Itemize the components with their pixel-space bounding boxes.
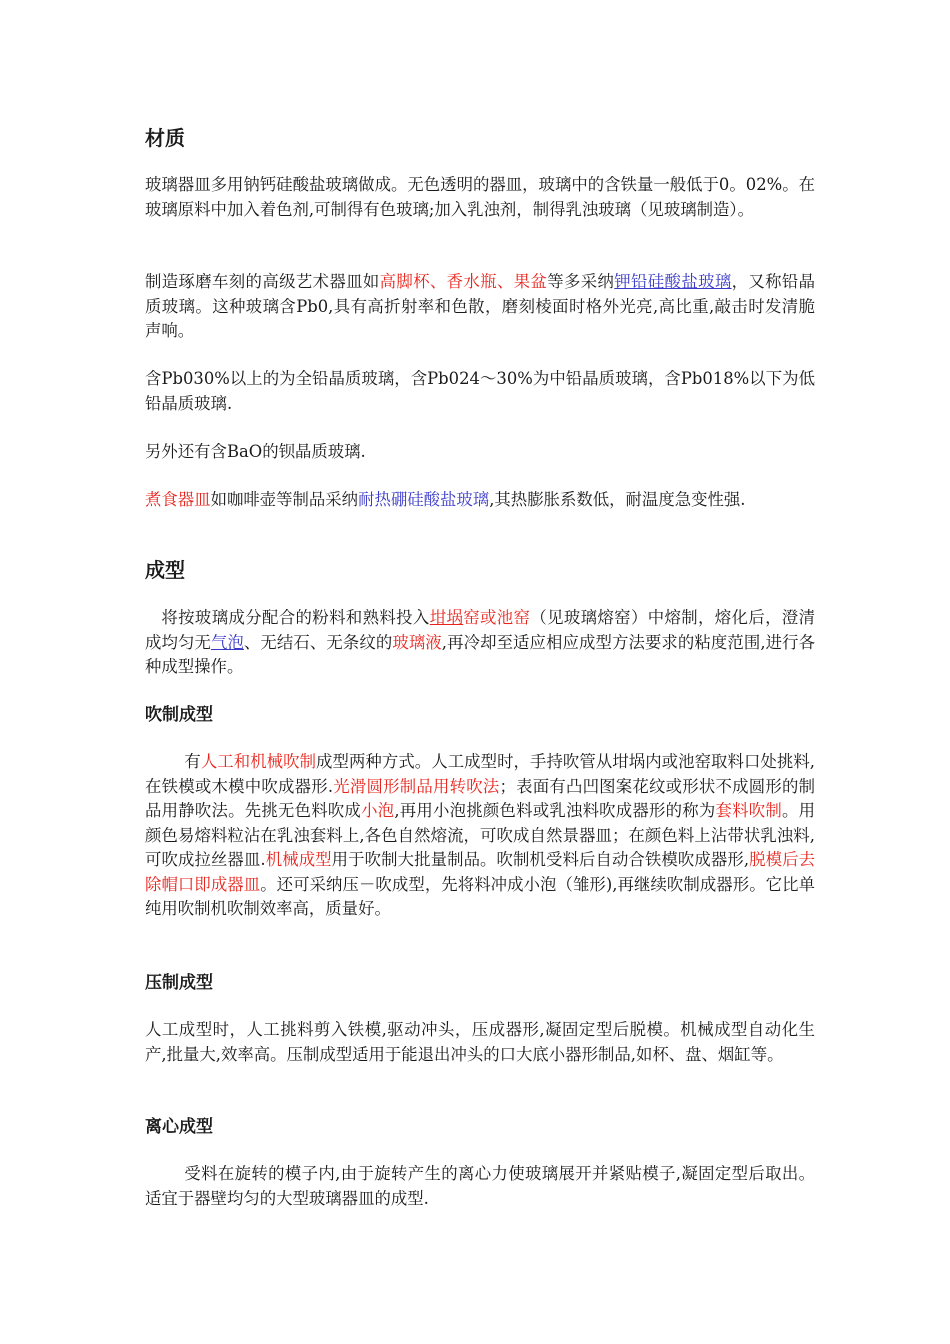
text-segment: 、无结石、无条纹的 — [243, 632, 393, 652]
heading-blow-forming: 吹制成型 — [145, 705, 213, 725]
text-segment: 制造琢磨车刻的高级艺术器皿如 — [145, 272, 380, 291]
highlight-small-bubble: 小泡 — [361, 801, 395, 820]
paragraph-centrifugal-forming: 受料在旋转的模子内,由于旋转产生的离心力使玻璃展开并紧贴模子,凝固定型后取出。适宜于器壁均匀的大型玻璃器皿的成型. — [145, 1164, 815, 1208]
heading-press-forming: 压制成型 — [145, 973, 213, 993]
highlight-kiln: 窑或池窑 — [463, 608, 531, 627]
paragraph-press-forming: 人工成型时，人工挑料剪入铁模,驱动冲头，压成器形,凝固定型后脱模。机械成型自动化生产,批量大,效率高。压制成型适用于能退出冲头的口大底小器形制品,如杯、盘、烟缸等。 — [145, 1020, 815, 1064]
text-segment: ；表面有凸凹图案花纹或形状不成圆形的制品用静吹法。先挑无色料吹成 — [145, 776, 816, 820]
highlight-rotary-blowing: 光滑圆形制品用转吹法 — [333, 776, 500, 796]
text-segment: ,再用小泡挑颜色料或乳浊料吹成器形的称为 — [394, 801, 716, 820]
highlight-manual-mechanical-blowing: 人工和机械吹制 — [200, 752, 317, 771]
paragraph-material-1: 玻璃器皿多用钠钙硅酸盐玻璃做成。无色透明的器皿，玻璃中的含铁量一般低于0。02%。在玻璃原料中加入着色剂,可制得有色玻璃;加入乳浊剂，制得乳浊玻璃（见玻璃制造）。 — [145, 175, 815, 219]
text-segment: 有 — [184, 752, 201, 771]
text-segment: 将按玻璃成分配合的粉料和熟料投入 — [161, 608, 430, 627]
text-segment: （见玻璃熔窑）中熔制，熔化后，澄清成均匀无 — [145, 608, 816, 652]
link-bubble[interactable]: 气泡 — [210, 632, 244, 652]
text-segment: 。用颜色易熔料粒沾在乳浊套料上,各色自然熔流，可吹成自然景器皿；在颜色料上沾带状乳浊料,可吹成拉丝器皿. — [145, 801, 816, 869]
text-segment: 成型两种方式。人工成型时，手持吹管从坩埚内或池窑取料口处挑料,在铁模或木模中吹成器形. — [145, 752, 816, 796]
highlight-demould-cap: 脱模后去除帽口即成器皿 — [145, 850, 815, 894]
highlight-cookware: 煮食器皿 — [145, 490, 211, 509]
highlight-goblet-perfume-fruitbowl: 高脚杯、香水瓶、果盆 — [379, 272, 548, 291]
paragraph-forming — [145, 606, 815, 680]
text-segment: 等多采纳 — [547, 272, 615, 291]
paragraph-material-5 — [145, 488, 815, 513]
heading-centrifugal-forming: 离心成型 — [145, 1117, 213, 1137]
paragraph-blow-forming — [145, 750, 815, 922]
text-segment: ，又称铅晶质玻璃。这种玻璃含Pb0,具有高折射率和色散，磨刻棱面时格外光亮,高比重,敲击时发清脆声响。 — [145, 272, 816, 340]
text-segment: ,再冷却至适应相应成型方法要求的粘度范围,进行各种成型操作。 — [145, 632, 816, 676]
text-segment: 。还可采纳压－吹成型，先将料冲成小泡（雏形),再继续吹制成器形。它比单纯用吹制机吹制效率高，质量好。 — [145, 874, 815, 918]
highlight-mechanical-forming: 机械成型 — [265, 850, 332, 869]
link-potassium-lead-silicate-glass[interactable]: 钾铅硅酸盐玻璃 — [614, 272, 732, 291]
paragraph-material-4: 另外还有含BaO的钡晶质玻璃. — [145, 442, 366, 461]
text-segment: 如咖啡壶等制品采纳 — [210, 490, 359, 509]
highlight-casing-blowing: 套料吹制 — [715, 801, 783, 820]
paragraph-material-3: 含Pb030%以上的为全铅晶质玻璃，含Pb024～30%为中铅晶质玻璃，含Pb018%以下为低铅晶质玻璃. — [145, 369, 815, 413]
text-segment: 用于吹制大批量制品。吹制机受料后自动合铁模吹成器形, — [331, 850, 750, 869]
paragraph-material-2 — [145, 270, 815, 344]
heading-forming: 成型 — [145, 558, 185, 582]
link-crucible[interactable]: 坩埚 — [429, 608, 464, 627]
highlight-borosilicate-glass: 耐热硼硅酸盐玻璃 — [358, 490, 490, 509]
heading-material: 材质 — [145, 126, 185, 150]
text-segment: ,其热膨胀系数低，耐温度急变性强. — [489, 490, 746, 509]
highlight-glass-liquid: 玻璃液 — [392, 632, 442, 652]
